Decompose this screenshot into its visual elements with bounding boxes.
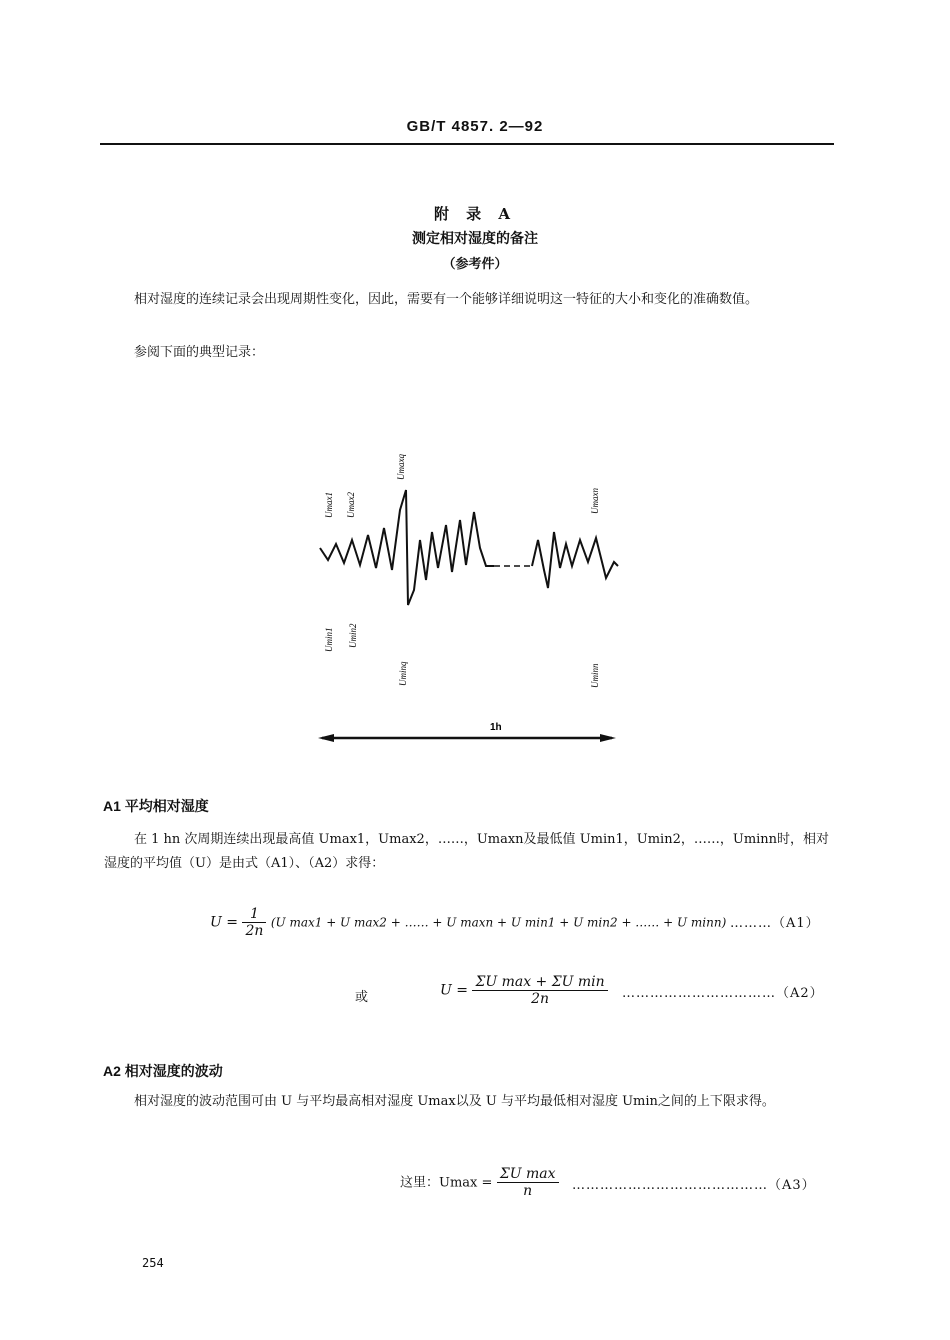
eq-a1-lhs: U = (210, 914, 238, 931)
label-uminq: Uminq (398, 661, 408, 686)
section-a2-paragraph: 相对湿度的波动范围可由 U 与平均最高相对湿度 Umax以及 U 与平均最低相对湿度 Umin之间的上下限求得。 (134, 1094, 775, 1109)
standard-code: GB/T 4857. 2—92 (406, 118, 544, 135)
eq-a2-denominator: 2n (531, 991, 550, 1007)
section-a1-paragraph: 在 1 hn 次周期连续出现最高值 Umax1，Umax2，……，Umaxn及最低值 Umin1，Umin2，……，Uminn时，相对湿度的平均值（U）是由式（A1）、（A2）求得： (104, 832, 830, 871)
eq-a1-body: (U max1 + U max2 + …… + U maxn + U min1 + U min2 + …… + U minn) (270, 915, 727, 930)
eq-a2-numerator: ΣU max + ΣU min (472, 974, 607, 991)
equation-a3 (400, 1166, 559, 1199)
eq-a3-numerator: ΣU max (497, 1166, 559, 1183)
intro-reference: 参阅下面的典型记录： (134, 345, 265, 360)
eq-a3-lhs: 这里：Umax = (400, 1175, 493, 1191)
header-rule (100, 143, 834, 145)
section-a1-heading: A1 平均相对湿度 (103, 798, 209, 814)
label-umaxq: Umaxq (396, 454, 406, 480)
equation-a1 (210, 906, 726, 939)
arrow-right-head (600, 734, 616, 742)
appendix-subtitle: 测定相对湿度的备注 (412, 231, 538, 247)
label-umaxn: Umaxn (590, 488, 600, 514)
eq-a2-fraction (472, 974, 607, 1007)
label-umin2: Umin2 (348, 623, 358, 648)
appendix-title: 附 录 A (433, 205, 517, 223)
eq-a1-number: ………（A1） (730, 916, 820, 931)
eq-a1-fraction (242, 906, 266, 939)
label-umin1: Umin1 (324, 627, 334, 652)
label-uminn: Uminn (590, 663, 600, 688)
eq-a2-or: 或 (355, 990, 369, 1005)
eq-a3-denominator: n (523, 1183, 533, 1199)
arrow-left-head (318, 734, 334, 742)
eq-a1-denominator: 2n (245, 923, 264, 939)
label-umax1: Umax1 (324, 492, 334, 518)
page-number: 254 (142, 1256, 164, 1270)
eq-a2-lhs: U = (440, 982, 468, 999)
equation-a2 (440, 974, 608, 1007)
eq-a2-number: ……………………………（A2） (622, 986, 824, 1001)
humidity-record-figure (300, 440, 640, 750)
intro-paragraph: 相对湿度的连续记录会出现周期性变化，因此，需要有一个能够详细说明这一特征的大小和变化的准确数值。 (134, 292, 759, 307)
label-umax2: Umax2 (346, 492, 356, 518)
eq-a1-numerator: 1 (242, 906, 266, 923)
eq-a3-number: ……………………………………（A3） (572, 1178, 816, 1193)
appendix-note: （参考件） (442, 257, 508, 272)
section-a2-heading: A2 相对湿度的波动 (103, 1063, 223, 1079)
humidity-waveform-end (532, 532, 618, 588)
eq-a3-fraction (497, 1166, 559, 1199)
label-duration: 1h (490, 722, 502, 733)
